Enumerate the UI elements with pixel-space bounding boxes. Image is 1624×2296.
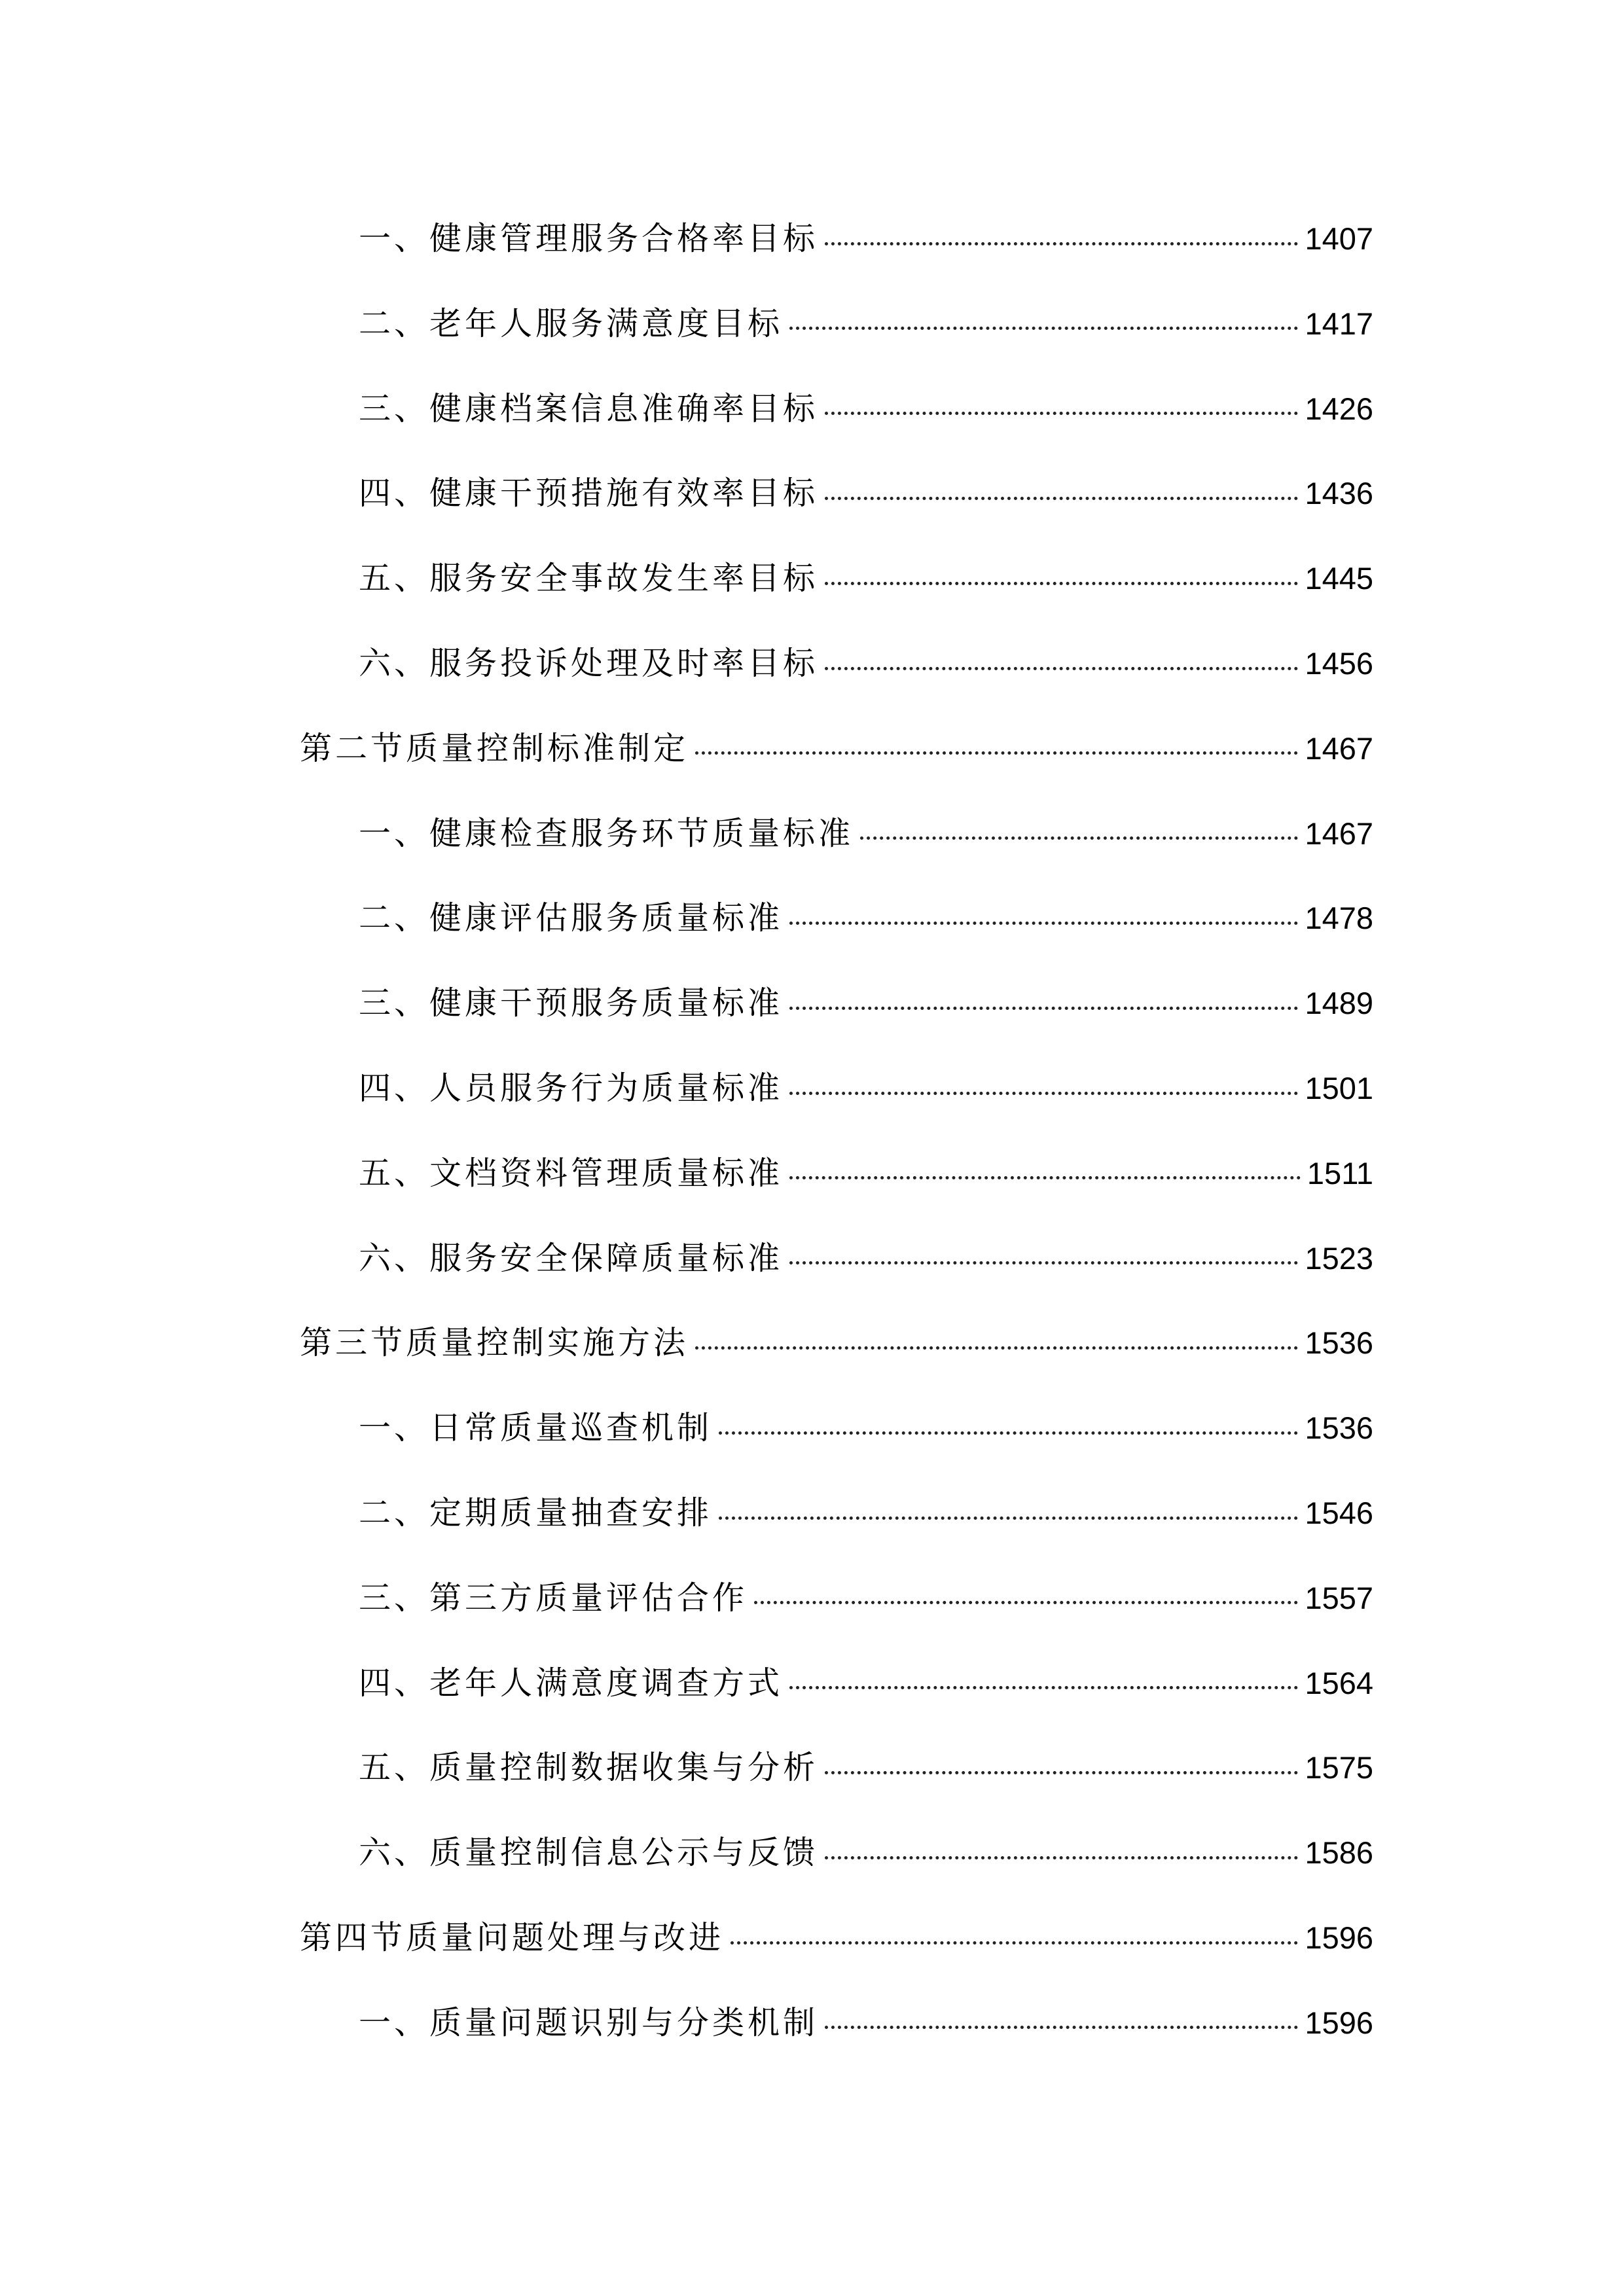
toc-entry[interactable]: [359, 383, 1373, 435]
toc-entry-title: 五、服务安全事故发生率目标: [359, 560, 819, 598]
toc-dot-leader: [789, 1686, 1298, 1689]
toc-page-number: 1478: [1305, 901, 1373, 936]
toc-entry[interactable]: [359, 1742, 1373, 1794]
toc-dot-leader: [789, 1261, 1298, 1265]
toc-dot-leader: [789, 1007, 1298, 1010]
toc-dot-leader: [719, 1516, 1298, 1520]
toc-page-number: 1575: [1305, 1750, 1373, 1785]
toc-entry-title: 第三节质量控制实施方法: [300, 1324, 689, 1362]
toc-page-number: 1445: [1305, 561, 1373, 596]
toc-dot-leader: [754, 1601, 1298, 1604]
toc-entry[interactable]: [359, 977, 1373, 1030]
toc-entry-title: 一、健康检查服务环节质量标准: [359, 814, 854, 852]
toc-entry[interactable]: [359, 892, 1373, 944]
toc-page-number: 1564: [1305, 1665, 1373, 1700]
toc-entry[interactable]: [359, 552, 1373, 605]
toc-entry[interactable]: [359, 637, 1373, 690]
toc-entry-title: 三、健康档案信息准确率目标: [359, 389, 819, 427]
toc-page-number: 1456: [1305, 646, 1373, 681]
toc-page-number: 1546: [1305, 1496, 1373, 1530]
toc-page-number: 1417: [1305, 306, 1373, 341]
toc-entry[interactable]: [359, 1487, 1373, 1539]
toc-entry[interactable]: [359, 808, 1373, 860]
toc-entry[interactable]: [359, 1997, 1373, 2049]
toc-entry[interactable]: [359, 298, 1373, 350]
toc-entry[interactable]: [359, 1147, 1373, 1200]
toc-entry-title: 三、健康干预服务质量标准: [359, 984, 784, 1022]
toc-entry[interactable]: [359, 1572, 1373, 1624]
toc-page-number: 1596: [1305, 1920, 1373, 1955]
toc-entry[interactable]: [359, 213, 1373, 265]
toc-entry-title: 一、日常质量巡查机制: [359, 1409, 713, 1447]
toc-entry-title: 一、健康管理服务合格率目标: [359, 220, 819, 257]
toc-page-number: 1467: [1305, 816, 1373, 851]
toc-entry-title: 四、老年人满意度调查方式: [359, 1664, 784, 1702]
toc-entry-title: 四、健康干预措施有效率目标: [359, 475, 819, 512]
toc-dot-leader: [695, 751, 1298, 755]
toc-page-number: 1557: [1305, 1580, 1373, 1615]
toc-page-number: 1523: [1305, 1240, 1373, 1276]
toc-section-entry[interactable]: [300, 1912, 1373, 1964]
toc-entry-title: 一、质量问题识别与分类机制: [359, 2003, 819, 2041]
toc-entry[interactable]: [359, 467, 1373, 520]
toc-entry-title: 第四节质量问题处理与改进: [300, 1919, 725, 1956]
toc-entry-title: 二、老年人服务满意度目标: [359, 304, 784, 342]
toc-entry[interactable]: [359, 1657, 1373, 1710]
toc-page-number: 1596: [1305, 2005, 1373, 2040]
toc-entry-title: 二、定期质量抽查安排: [359, 1494, 713, 1532]
toc-dot-leader: [789, 1176, 1301, 1179]
toc-entry-title: 五、质量控制数据收集与分析: [359, 1749, 819, 1787]
toc-entry[interactable]: [359, 1827, 1373, 1879]
toc-page-number: 1586: [1305, 1835, 1373, 1871]
toc-page-number: 1426: [1305, 391, 1373, 426]
toc-dot-leader: [825, 412, 1298, 415]
toc-entry-title: 第二节质量控制标准制定: [300, 729, 689, 767]
toc-page-number: 1489: [1305, 986, 1373, 1021]
toc-entry-title: 五、文档资料管理质量标准: [359, 1154, 784, 1192]
toc-entry-title: 六、服务安全保障质量标准: [359, 1239, 784, 1277]
toc-dot-leader: [789, 1092, 1298, 1095]
toc-dot-leader: [825, 582, 1298, 585]
toc-entry-title: 六、质量控制信息公示与反馈: [359, 1834, 819, 1872]
toc-dot-leader: [860, 836, 1298, 840]
toc-dot-leader: [825, 497, 1298, 500]
toc-page-number: 1407: [1305, 221, 1373, 256]
toc-entry[interactable]: [359, 1232, 1373, 1285]
toc-dot-leader: [789, 327, 1298, 330]
toc-dot-leader: [719, 1431, 1298, 1435]
toc-page-number: 1536: [1305, 1410, 1373, 1446]
toc-entry[interactable]: [359, 1062, 1373, 1115]
toc-page-number: 1536: [1305, 1325, 1373, 1361]
toc-dot-leader: [825, 1856, 1298, 1859]
toc-entry-title: 四、人员服务行为质量标准: [359, 1069, 784, 1107]
toc-dot-leader: [825, 667, 1298, 670]
toc-page-number: 1467: [1305, 730, 1373, 766]
toc-entry-title: 六、服务投诉处理及时率目标: [359, 645, 819, 682]
toc-entry[interactable]: [359, 1402, 1373, 1454]
toc-dot-leader: [825, 242, 1298, 245]
toc-dot-leader: [825, 1771, 1298, 1774]
toc-dot-leader: [825, 2026, 1298, 2029]
toc-dot-leader: [731, 1941, 1298, 1945]
toc-dot-leader: [789, 922, 1298, 925]
toc-page-number: 1511: [1307, 1155, 1373, 1191]
toc-dot-leader: [695, 1346, 1298, 1350]
toc-page-number: 1436: [1305, 476, 1373, 511]
toc-page-number: 1501: [1305, 1071, 1373, 1105]
toc-section-entry[interactable]: [300, 1317, 1373, 1369]
toc-entry-title: 二、健康评估服务质量标准: [359, 899, 784, 937]
toc-entry-title: 三、第三方质量评估合作: [359, 1579, 748, 1617]
toc-section-entry[interactable]: [300, 723, 1373, 775]
